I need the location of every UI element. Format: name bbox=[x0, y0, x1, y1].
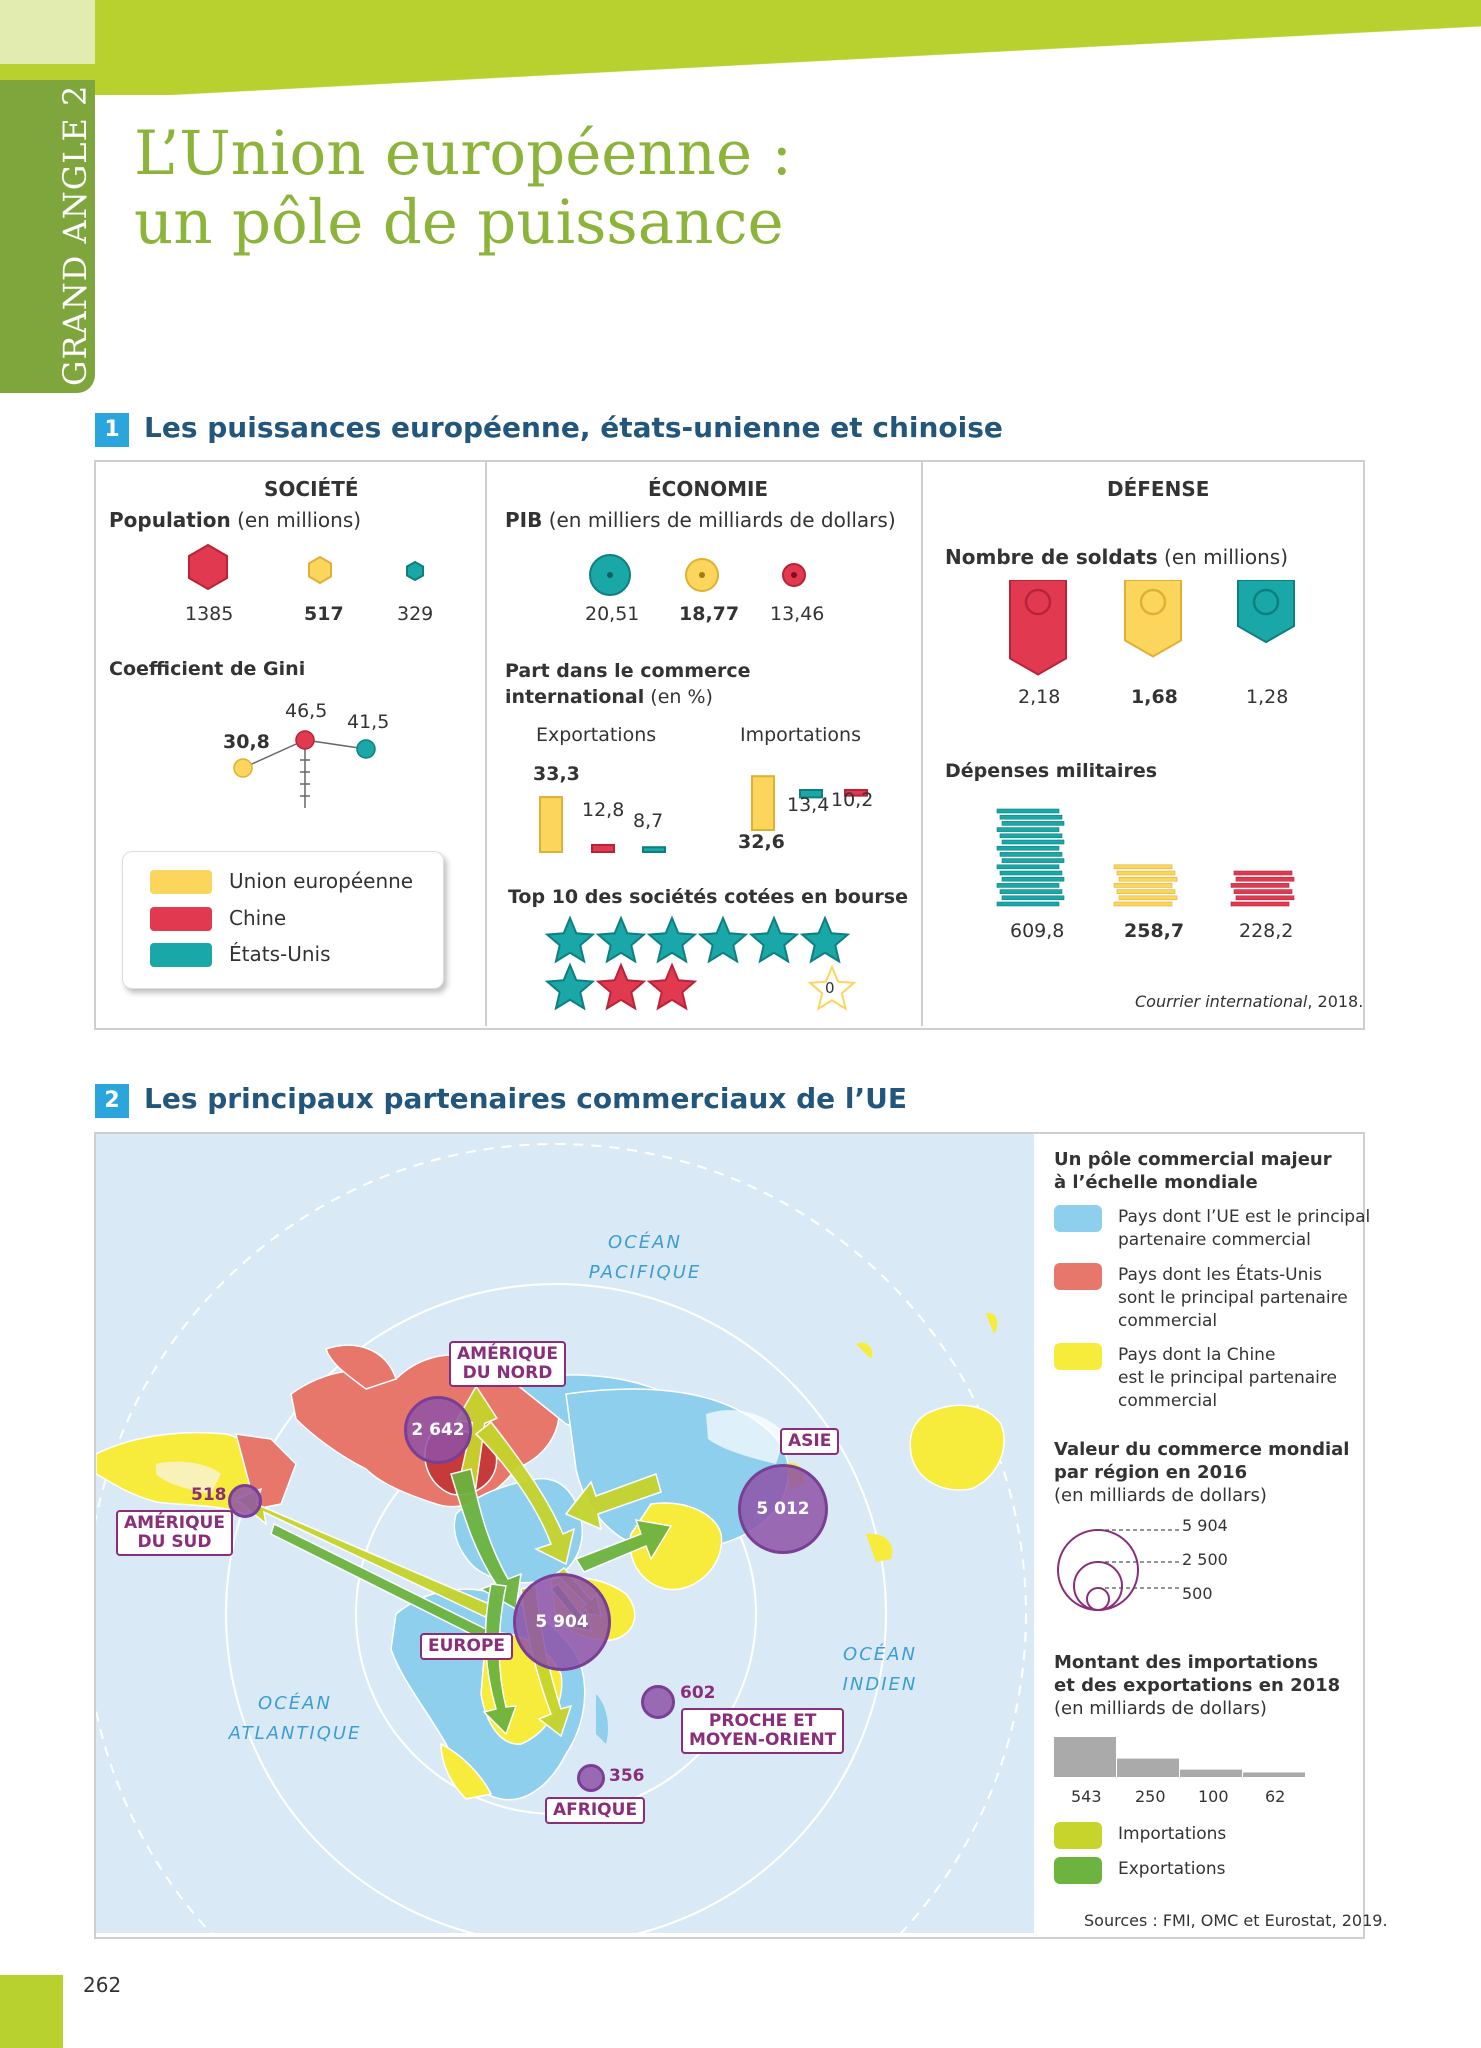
exports-usa-value: 8,7 bbox=[633, 810, 664, 832]
top10-title: Top 10 des sociétés cotées en bourse bbox=[508, 886, 908, 908]
page-title-line-2: un pôle de puissance bbox=[134, 187, 784, 258]
side-tab-label: GRAND ANGLE 2 bbox=[56, 84, 94, 386]
spending-eu-bar-1 bbox=[1114, 902, 1172, 906]
spending-usa-bar-7 bbox=[997, 865, 1059, 869]
south-america-value: 518 bbox=[191, 1485, 227, 1505]
top-band bbox=[0, 0, 1481, 95]
population-china-value: 1385 bbox=[185, 603, 234, 625]
ocean-atlantic bbox=[225, 1689, 365, 1749]
doc1-title: Les puissances européenne, états-unienne et chinoise bbox=[144, 411, 1003, 444]
legend2-circle-value-1: 5 904 bbox=[1182, 1516, 1228, 1535]
spending-usa-bar-12 bbox=[1000, 834, 1062, 838]
pib-bold: PIB bbox=[505, 508, 543, 532]
top10-usa-star-1 bbox=[547, 918, 593, 961]
population-eu-value: 517 bbox=[304, 603, 344, 625]
pib-china-value: 13,46 bbox=[770, 603, 825, 625]
europe-circle bbox=[513, 1573, 611, 1671]
legend2-bar-value-2: 250 bbox=[1135, 1787, 1166, 1806]
population-eu-hexagon bbox=[309, 557, 331, 583]
doc1-divider-1 bbox=[485, 462, 487, 1026]
soldiers-eu-value: 1,68 bbox=[1131, 686, 1178, 708]
top10-china-star-8 bbox=[598, 965, 644, 1008]
top10-usa-star-4 bbox=[700, 918, 746, 961]
spending-eu-value: 258,7 bbox=[1124, 920, 1185, 942]
legend2-eu-partner bbox=[1118, 1206, 1370, 1252]
spending-usa-bar-14 bbox=[1002, 821, 1064, 825]
legend2-cn-partner-2: est le principal partenaire bbox=[1118, 1368, 1337, 1388]
legend2-section3-title-2: et des exportations en 2018 bbox=[1054, 1675, 1341, 1696]
imports-eu-bar bbox=[752, 776, 774, 830]
soldiers-usa-value: 1,28 bbox=[1246, 686, 1289, 708]
gini-eu-value: 30,8 bbox=[223, 731, 270, 753]
africa-value: 356 bbox=[609, 1766, 645, 1786]
gini-title: Coefficient de Gini bbox=[109, 658, 306, 680]
spending-usa-bar-2 bbox=[1002, 896, 1064, 900]
legend2-imports-label: Importations bbox=[1118, 1824, 1227, 1844]
defense-header: DÉFENSE bbox=[1107, 477, 1210, 501]
europe-tag: EUROPE bbox=[420, 1633, 513, 1660]
legend2-section2-unit: (en milliards de dollars) bbox=[1054, 1485, 1267, 1506]
legend2-eu-partner-2: partenaire commercial bbox=[1118, 1230, 1311, 1250]
imports-china-value: 10,2 bbox=[831, 789, 874, 811]
soldiers-bold: Nombre de soldats bbox=[945, 545, 1158, 569]
doc1-number: 1 bbox=[95, 413, 129, 447]
ocean-indian bbox=[820, 1640, 940, 1700]
spending-usa-bar-5 bbox=[1002, 877, 1064, 881]
spending-usa-bar-1 bbox=[997, 902, 1059, 906]
spending-china-bar-3 bbox=[1234, 890, 1292, 894]
middle-east-label-1: PROCHE ET bbox=[708, 1711, 817, 1731]
legend2-exports-swatch bbox=[1054, 1857, 1102, 1884]
spending-eu-bar-6 bbox=[1117, 871, 1175, 875]
population-unit: (en millions) bbox=[237, 508, 362, 532]
legend2-section1-title bbox=[1054, 1148, 1332, 1194]
population-label bbox=[109, 508, 361, 532]
middle-east-label-2: MOYEN-ORIENT bbox=[689, 1730, 837, 1750]
ocean-atlantic-1: OCÉAN bbox=[258, 1693, 332, 1714]
pib-coins bbox=[570, 550, 820, 600]
top-corner-block bbox=[0, 0, 95, 64]
population-usa-hexagon bbox=[407, 562, 423, 580]
south-america-circle bbox=[228, 1484, 262, 1518]
spending-usa-bar-15 bbox=[1000, 815, 1062, 819]
top10-stars bbox=[545, 915, 865, 1015]
middle-east-circle bbox=[641, 1685, 675, 1719]
imports-usa-value: 13,4 bbox=[787, 794, 830, 816]
pib-label bbox=[505, 508, 896, 532]
trade-title bbox=[505, 658, 751, 710]
top10-eu-count: 0 bbox=[825, 979, 835, 997]
legend2-bar-value-1: 543 bbox=[1071, 1787, 1102, 1806]
ocean-indian-1: OCÉAN bbox=[843, 1644, 917, 1665]
doc1-source bbox=[1135, 992, 1363, 1011]
legend2-bar-4 bbox=[1243, 1772, 1305, 1777]
spending-stacks bbox=[990, 800, 1310, 910]
ocean-atlantic-2: ATLANTIQUE bbox=[228, 1723, 362, 1744]
pib-unit: (en milliers de milliards de dollars) bbox=[548, 508, 896, 532]
legend2-bar-1 bbox=[1054, 1737, 1116, 1777]
legend-china-label: Chine bbox=[229, 906, 287, 930]
legend2-cn-partner-1: Pays dont la Chine bbox=[1118, 1345, 1276, 1365]
gini-usa-dot bbox=[357, 740, 375, 758]
legend2-cn-partner bbox=[1118, 1344, 1337, 1413]
soldiers-china-value: 2,18 bbox=[1018, 686, 1061, 708]
legend2-bar-3 bbox=[1180, 1770, 1242, 1777]
society-header: SOCIÉTÉ bbox=[264, 477, 359, 501]
top10-china-star-9 bbox=[649, 965, 695, 1008]
legend2-circle-value-2: 2 500 bbox=[1182, 1550, 1228, 1569]
legend2-imports-swatch bbox=[1054, 1822, 1102, 1849]
doc1-divider-2 bbox=[921, 462, 923, 1026]
population-usa-value: 329 bbox=[397, 603, 434, 625]
legend2-section1-title-2: à l’échelle mondiale bbox=[1054, 1172, 1258, 1193]
footer-block bbox=[0, 1975, 63, 2048]
soldiers-china-pennant bbox=[1010, 580, 1066, 674]
soldiers-eu-pennant bbox=[1125, 580, 1181, 656]
legend2-section2-title-2: par région en 2016 bbox=[1054, 1462, 1248, 1483]
spending-title: Dépenses militaires bbox=[945, 760, 1158, 782]
ocean-pacific-2: PACIFIQUE bbox=[588, 1262, 702, 1283]
spending-usa-bar-8 bbox=[1002, 859, 1064, 863]
legend2-section3-title bbox=[1054, 1651, 1340, 1720]
legend2-section3-unit: (en milliards de dollars) bbox=[1054, 1698, 1267, 1719]
africa-tag: AFRIQUE bbox=[545, 1797, 645, 1824]
soldiers-unit: (en millions) bbox=[1164, 545, 1288, 569]
legend2-section2-title-1: Valeur du commerce mondial bbox=[1054, 1439, 1350, 1460]
exports-usa-bar bbox=[643, 847, 665, 852]
legend2-section1-title-1: Un pôle commercial majeur bbox=[1054, 1149, 1332, 1170]
doc1-source-rest: , 2018. bbox=[1307, 992, 1364, 1011]
spending-usa-bar-10 bbox=[997, 846, 1059, 850]
north-america-label-2: DU NORD bbox=[462, 1363, 553, 1383]
exports-label: Exportations bbox=[536, 724, 657, 746]
exports-china-value: 12,8 bbox=[582, 799, 625, 821]
legend2-us-partner-2: sont le principal partenaire bbox=[1118, 1288, 1348, 1308]
ocean-pacific bbox=[575, 1228, 715, 1288]
legend-china-swatch bbox=[150, 907, 212, 931]
legend2-circle-scale bbox=[1050, 1520, 1190, 1620]
middle-east-tag bbox=[681, 1708, 844, 1754]
trade-title-line-1: Part dans le commerce bbox=[505, 660, 751, 682]
north-america-label-1: AMÉRIQUE bbox=[457, 1344, 558, 1364]
population-bold: Population bbox=[109, 508, 231, 532]
legend2-bar-value-4: 62 bbox=[1265, 1787, 1286, 1806]
north-america-value: 2 642 bbox=[411, 1420, 465, 1440]
gini-usa-value: 41,5 bbox=[347, 711, 390, 733]
south-america-tag bbox=[116, 1510, 233, 1556]
legend2-eu-partner-1: Pays dont l’UE est le principal bbox=[1118, 1207, 1371, 1227]
asia-circle bbox=[738, 1464, 828, 1554]
top10-usa-star-3 bbox=[649, 918, 695, 961]
legend-eu-swatch bbox=[150, 870, 212, 894]
doc2-title: Les principaux partenaires commerciaux de l’UE bbox=[144, 1082, 907, 1115]
trade-title-line-2 bbox=[505, 684, 751, 710]
legend2-us-partner-3: commercial bbox=[1118, 1311, 1218, 1331]
asia-value: 5 012 bbox=[756, 1499, 810, 1519]
legend2-bar-scale bbox=[1054, 1735, 1314, 1780]
spending-usa-bar-9 bbox=[1000, 852, 1062, 856]
spending-usa-bar-13 bbox=[997, 828, 1059, 832]
spending-china-value: 228,2 bbox=[1239, 920, 1294, 942]
legend2-cn-partner-swatch bbox=[1054, 1343, 1102, 1370]
europe-value: 5 904 bbox=[535, 1612, 589, 1632]
spending-china-bar-5 bbox=[1236, 877, 1294, 881]
spending-china-bar-4 bbox=[1231, 883, 1289, 887]
spending-usa-bar-11 bbox=[1002, 840, 1064, 844]
legend2-us-partner-swatch bbox=[1054, 1263, 1102, 1290]
legend2-circle-value-3: 500 bbox=[1182, 1584, 1213, 1603]
soldiers-label bbox=[945, 545, 1288, 569]
spending-china-bar-2 bbox=[1236, 896, 1294, 900]
legend2-section2-title bbox=[1054, 1438, 1349, 1507]
pib-eu-value: 18,77 bbox=[679, 603, 740, 625]
top10-usa-star-6 bbox=[802, 918, 848, 961]
africa-circle bbox=[577, 1764, 605, 1792]
legend-eu-label: Union européenne bbox=[229, 869, 414, 893]
gini-china-value: 46,5 bbox=[285, 700, 328, 722]
spending-usa-bar-3 bbox=[1000, 890, 1062, 894]
spending-usa-bar-4 bbox=[997, 883, 1059, 887]
population-hexagons bbox=[170, 540, 440, 600]
page-title-line-1: L’Union européenne : bbox=[134, 118, 793, 189]
spending-usa-bar-16 bbox=[997, 809, 1059, 813]
trade-title-unit: (en %) bbox=[650, 686, 713, 708]
gini-eu-dot bbox=[234, 759, 252, 777]
imports-label: Importations bbox=[740, 724, 861, 746]
exports-china-bar bbox=[592, 845, 614, 852]
page-number: 262 bbox=[83, 1973, 122, 1997]
top10-usa-star-5 bbox=[751, 918, 797, 961]
gini-china-dot bbox=[296, 731, 314, 749]
south-america-label-1: AMÉRIQUE bbox=[124, 1513, 225, 1533]
legend-usa-label: États-Unis bbox=[229, 942, 331, 966]
population-china-hexagon bbox=[189, 545, 227, 589]
doc2-sources: Sources : FMI, OMC et Eurostat, 2019. bbox=[1084, 1911, 1388, 1930]
north-america-circle bbox=[404, 1396, 472, 1464]
legend2-bar-2 bbox=[1117, 1759, 1179, 1777]
doc2-number: 2 bbox=[95, 1084, 129, 1118]
spending-eu-bar-4 bbox=[1114, 883, 1172, 887]
legend2-us-partner-1: Pays dont les États-Unis bbox=[1118, 1265, 1322, 1285]
spending-china-bar-1 bbox=[1231, 902, 1289, 906]
legend2-eu-partner-swatch bbox=[1054, 1205, 1102, 1232]
trade-title-bold: international bbox=[505, 686, 645, 708]
spending-usa-value: 609,8 bbox=[1010, 920, 1065, 942]
middle-east-value: 602 bbox=[680, 1683, 716, 1703]
spending-china-bar-6 bbox=[1234, 871, 1292, 875]
pib-usa-value: 20,51 bbox=[585, 603, 640, 625]
legend2-exports-label: Exportations bbox=[1118, 1859, 1226, 1879]
exports-eu-bar bbox=[540, 797, 562, 852]
legend2-cn-partner-3: commercial bbox=[1118, 1391, 1218, 1411]
top10-usa-star-2 bbox=[598, 918, 644, 961]
top10-usa-star-7 bbox=[547, 965, 593, 1008]
doc1-source-italic: Courrier international bbox=[1135, 992, 1308, 1011]
spending-eu-bar-5 bbox=[1119, 877, 1177, 881]
spending-usa-bar-6 bbox=[1000, 871, 1062, 875]
asia-tag: ASIE bbox=[780, 1428, 839, 1455]
legend2-section3-title-1: Montant des importations bbox=[1054, 1652, 1319, 1673]
legend2-us-partner bbox=[1118, 1264, 1348, 1333]
imports-eu-value: 32,6 bbox=[738, 831, 785, 853]
legend2-bar-value-3: 100 bbox=[1198, 1787, 1229, 1806]
spending-eu-bar-2 bbox=[1119, 896, 1177, 900]
soldiers-pennants bbox=[1000, 580, 1320, 680]
north-america-tag bbox=[449, 1341, 566, 1387]
economy-header: ÉCONOMIE bbox=[648, 477, 769, 501]
spending-eu-bar-3 bbox=[1117, 890, 1175, 894]
south-america-label-2: DU SUD bbox=[137, 1532, 212, 1552]
spending-eu-bar-7 bbox=[1114, 865, 1172, 869]
ocean-pacific-1: OCÉAN bbox=[608, 1232, 682, 1253]
legend-usa-swatch bbox=[150, 943, 212, 967]
ocean-indian-2: INDIEN bbox=[842, 1674, 918, 1695]
exports-eu-value: 33,3 bbox=[533, 763, 580, 785]
